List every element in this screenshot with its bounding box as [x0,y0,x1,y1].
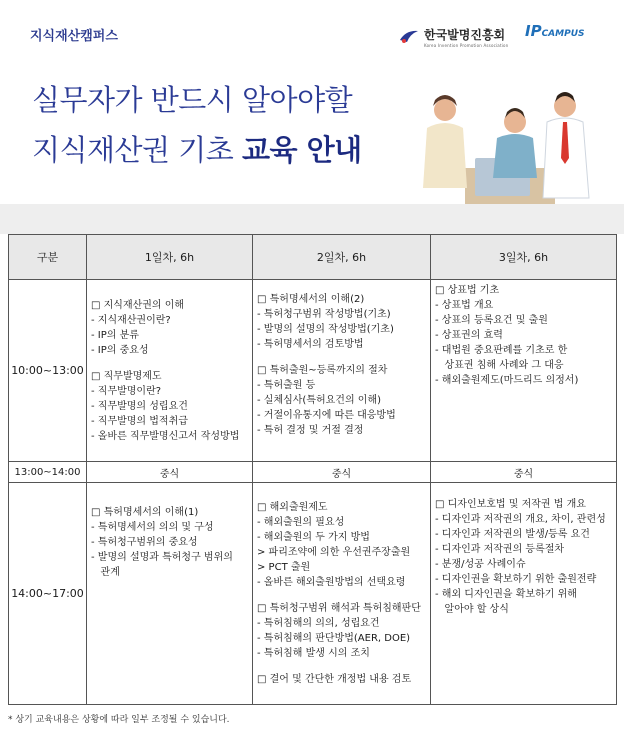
table-row-lunch [9,462,617,483]
list-item: - 특허청구범위의 중요성 [91,537,198,548]
lunch-day3: 중식 [431,462,617,483]
list-item: □ 해외출원제도 [257,502,328,513]
list-item [91,624,248,635]
list-item: - IP의 분류 [91,329,139,341]
lunch-day2: 중식 [253,462,431,483]
list-item: - 특허침해 발생 시의 조치 [257,648,370,659]
list-item: - 올바른 직무발명신고서 작성방법 [91,430,240,442]
kipa-name: 한국발명진흥회 [424,28,506,42]
kipa-subtitle: Korea Invention Promotion Association [424,43,509,48]
header-day1: 1일차, 6h [87,235,253,280]
list-item: - 특허 결정 및 거절 결정 [257,425,364,436]
title-line-2-plain: 지식재산권 기초 [32,133,243,167]
footnote: * 상기 교육내용은 상황에 따라 일부 조정될 수 있습니다. [8,715,230,725]
list-item: - 디자인과 저작권의 등록절차 [435,544,565,555]
list-item: > PCT 출원 [257,562,311,573]
list-item: - 지식재산권이란? [91,314,171,326]
list-item [91,602,248,613]
time-morning: 10:00~13:00 [9,280,87,462]
list-item: - 실체심사(특허요건의 이해) [257,395,382,406]
list-item: - 해외 디자인권을 확보하기 위해 [435,589,577,600]
cell-morning-day3 [431,280,617,462]
list-item: - 상표의 등록요건 및 출원 [435,315,548,326]
list-item: - 거절이유통지에 따른 대응방법 [257,410,396,421]
list-item [435,650,612,661]
list-item: □ 특허출원~등록까지의 절차 [257,365,388,376]
list-item: - 해외출원제도(마드리드 의정서) [435,375,579,386]
list-item: □ 상표법 기초 [435,285,500,296]
list-item: - 직무발명의 성립요건 [91,400,188,412]
list-item: - 특허침해의 판단방법(AER, DOE) [257,633,411,644]
list-item [435,410,612,421]
cell-afternoon-day3 [431,483,617,705]
list-item [435,639,612,650]
header-day2: 2일차, 6h [253,235,431,280]
cell-afternoon-day1 [87,483,253,705]
list-item [257,590,426,601]
list-item [91,646,248,657]
list-item: - 직무발명의 법적취급 [91,415,188,427]
list-item [91,358,248,369]
list-item [91,635,248,646]
list-item [91,657,248,668]
list-item: - IP의 중요성 [91,344,149,356]
list-item: □ 특허명세서의 이해(2) [257,294,365,305]
list-item: □ 디자인보호법 및 저작권 법 개요 [435,499,586,510]
title-line-2 [32,128,362,169]
header-day3: 3일차, 6h [431,235,617,280]
list-item: - 직무발명이란? [91,385,162,397]
table-row-afternoon [9,483,617,705]
title-line-1: 실무자가 반드시 알아야할 [32,83,353,117]
list-item: - 올바른 해외출원방법의 선택요령 [257,577,406,588]
list-item [91,591,248,602]
list-item: - 디자인권을 확보하기 위한 출원전략 [435,574,597,585]
cell-morning-day1 [87,280,253,462]
list-item: - 상표권의 효력 [435,330,503,341]
list-item: - 대법원 중요판례를 기초로 한 [435,345,568,356]
list-item: - 특허침해의 의의, 성립요건 [257,618,380,629]
ipcampus-suffix: CAMPUS [541,29,585,39]
list-item: - 특허명세서의 검토방법 [257,339,364,350]
table-row-morning [9,280,617,462]
list-item: □ 특허명세서의 이해(1) [91,507,199,518]
list-item [257,661,426,672]
list-item: - 특허청구범위 작성방법(기초) [257,309,391,320]
list-item: - 특허명세서의 의의 및 구성 [91,522,214,533]
schedule-table [8,234,617,705]
list-item [257,352,426,363]
list-item: > 파리조약에 의한 우선권주장출원 [257,547,411,558]
brand-name: 지식재산캠퍼스 [30,29,118,44]
list-item: - 디자인과 저작권의 발생/등록 요건 [435,529,590,540]
title-line-2-bold: 교육 안내 [242,133,362,167]
list-item: - 발명의 설명의 작성방법(기초) [257,324,394,335]
list-item: - 디자인과 저작권의 개요, 차이, 관련성 [435,514,606,525]
list-item: 관계 [91,567,120,578]
ipcampus-ip: IP [525,22,542,40]
header-category: 구분 [9,235,87,280]
list-item: □ 지식재산권의 이해 [91,299,185,311]
list-item: 알아야 할 상식 [435,604,509,615]
time-afternoon: 14:00~17:00 [9,483,87,705]
list-item [435,486,612,497]
list-item [435,399,612,410]
list-item: - 특허출원 등 [257,380,316,391]
cell-afternoon-day2 [253,483,431,705]
list-item: - 해외출원의 두 가지 방법 [257,532,370,543]
kipa-logo-icon [398,28,420,44]
list-item: □ 결어 및 간단한 개정법 내용 검토 [257,674,412,685]
time-lunch: 13:00~14:00 [9,462,87,483]
ipcampus-logo [525,22,585,40]
list-item [91,613,248,624]
office-workers-illustration [405,88,605,213]
list-item: □ 직무발명제도 [91,370,162,382]
table-header-row [9,235,617,280]
list-item [435,628,612,639]
list-item [435,617,612,628]
list-item: - 상표법 개요 [435,300,494,311]
kipa-logo [398,24,508,48]
list-item: - 해외출원의 필요성 [257,517,345,528]
lunch-day1: 중식 [87,462,253,483]
header-divider-strip [0,204,624,234]
list-item: □ 특허청구범위 해석과 특허침해판단 [257,603,421,614]
list-item: 상표권 침해 사례와 그 대응 [435,360,564,371]
list-item [257,438,426,449]
list-item [435,388,612,399]
list-item [91,580,248,591]
header [0,0,624,205]
list-item: - 분쟁/성공 사례이슈 [435,559,526,570]
cell-morning-day2 [253,280,431,462]
list-item: - 발명의 설명과 특허청구 범위의 [91,552,233,563]
